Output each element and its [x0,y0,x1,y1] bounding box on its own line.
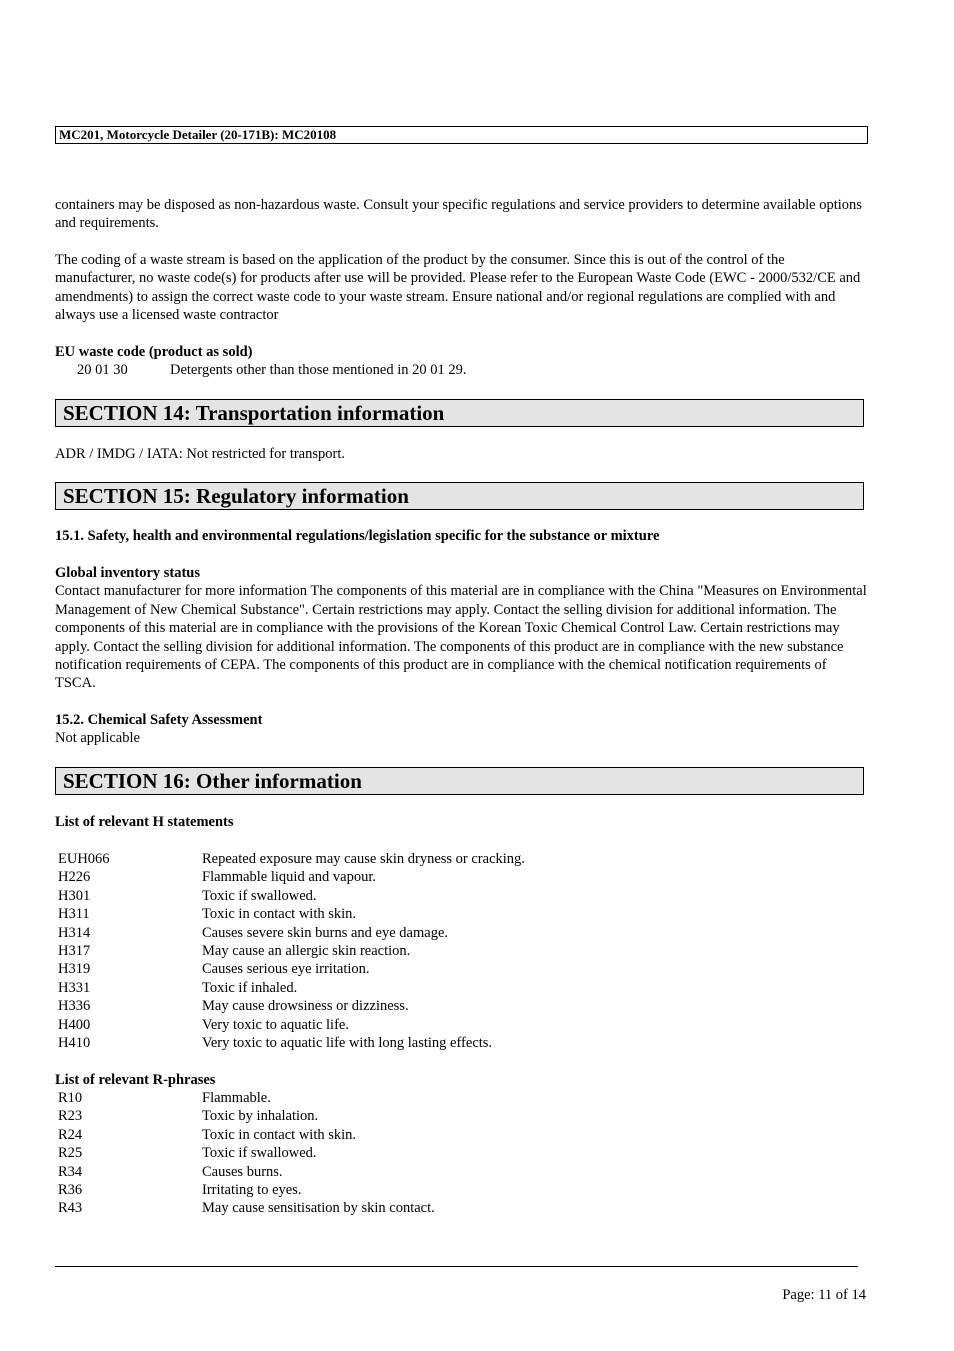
phrase-code: R25 [58,1145,83,1162]
statement-text: Flammable liquid and vapour. [202,869,376,886]
h-statements-heading: List of relevant H statements [55,814,234,830]
disposal-text-2: The coding of a waste stream is based on the application of the product by the consumer. Since this is out of the control of the manufacturer, no waste code(s) for products after use will be provided. Please refer to the European Waste Code (EWC - 2000/532/CE and amendments) to assign the correct waste code to your waste stream. Ensure national and/or regional regulations are complied with and always use a licensed waste contractor [55,252,861,324]
eu-waste-heading: EU waste code (product as sold) [55,344,253,360]
statement-text: Very toxic to aquatic life. [202,1016,349,1033]
section-16-title: SECTION 16: Other information [55,767,864,795]
phrase-text: Toxic in contact with skin. [202,1126,357,1143]
section-15-1-heading: 15.1. Safety, health and environmental regulations/legislation specific for the substance or mixture [55,528,660,544]
statement-code: H301 [58,887,91,904]
statement-text: Toxic if swallowed. [202,887,317,904]
list-item [55,887,867,905]
footer-divider [55,1266,858,1267]
list-item [55,1144,867,1162]
list-item [55,960,867,978]
phrase-code: R36 [58,1182,83,1199]
list-item [55,905,867,923]
eu-waste-description: Detergents other than those mentioned in 20 01 29. [170,362,467,379]
phrase-text: Irritating to eyes. [202,1182,302,1199]
section-15-title: SECTION 15: Regulatory information [55,482,864,510]
list-item [55,868,867,886]
disposal-paragraph-1 [55,196,867,233]
list-item [55,1181,867,1199]
phrase-text: Toxic by inhalation. [202,1108,319,1125]
eu-waste-row [55,361,867,379]
global-inventory [55,564,867,693]
phrase-code: R24 [58,1126,83,1143]
inventory-heading: Global inventory status [55,565,201,581]
list-item [55,1126,867,1144]
list-item [55,1107,867,1125]
statement-text: Repeated exposure may cause skin dryness or cracking. [202,851,525,867]
list-item [55,924,867,942]
phrase-text: Causes burns. [202,1163,283,1180]
section-14-title: SECTION 14: Transportation information [55,399,864,427]
statement-text: Causes severe skin burns and eye damage. [202,924,449,941]
section-15-2-text: Not applicable [55,730,140,747]
statement-text: Toxic in contact with skin. [202,906,357,923]
r-phrases-list [55,1089,867,1218]
list-item [55,997,867,1015]
list-item [55,979,867,997]
chemical-safety-assessment [55,711,867,748]
phrase-text: Toxic if swallowed. [202,1145,317,1162]
h-statements-list [55,850,867,1052]
phrase-code: R43 [58,1200,83,1217]
statement-code: H336 [58,998,91,1015]
statement-code: H331 [58,979,91,996]
phrase-code: R34 [58,1163,83,1180]
section-14-text: ADR / IMDG / IATA: Not restricted for transport. [55,446,345,462]
page-number: Page: 11 of 14 [782,1287,866,1303]
statement-text: Very toxic to aquatic life with long lasting effects. [202,1035,493,1052]
list-item [55,1163,867,1181]
statement-code: H410 [58,1035,91,1052]
statement-text: Toxic if inhaled. [202,979,298,996]
phrase-code: R23 [58,1108,83,1125]
eu-waste-code [55,343,867,380]
statement-text: May cause drowsiness or dizziness. [202,998,409,1015]
section-15-2-heading: 15.2. Chemical Safety Assessment [55,712,263,728]
phrase-code: R10 [58,1090,83,1106]
list-item [55,1089,867,1107]
statement-code: H400 [58,1016,91,1033]
list-item [55,1016,867,1034]
phrase-text: Flammable. [202,1090,271,1106]
list-item [55,850,867,868]
statement-code: H317 [58,943,91,960]
disposal-text-1: containers may be disposed as non-hazardous waste. Consult your specific regulations and service providers to determine available options and requirements. [55,197,862,232]
document-header: MC201, Motorcycle Detailer (20-171B): MC20108 [55,126,868,144]
statement-code: H319 [58,961,91,978]
statement-code: EUH066 [58,851,110,867]
disposal-paragraph-2 [55,251,867,325]
statement-text: May cause an allergic skin reaction. [202,943,411,960]
eu-waste-code-value: 20 01 30 [77,362,128,379]
statement-code: H314 [58,924,91,941]
statement-text: Causes serious eye irritation. [202,961,370,978]
statement-code: H311 [58,906,90,923]
list-item [55,942,867,960]
list-item [55,1034,867,1052]
list-item [55,1199,867,1217]
r-phrases-heading: List of relevant R-phrases [55,1072,216,1088]
inventory-text: Contact manufacturer for more information The components of this material are in compliance with the China "Measures on Environmental Management of New Chemical Substance". Certain restrictions may apply. Contact the selling division for additional information. The components of this material are in compliance with the provisions of the Korean Toxic Chemical Control Law. Certain restrictions may apply. Contact the selling division for additional information. The components of this product are in compliance with the new substance notification requirements of CEPA. The components of this product are in compliance with the chemical notification requirements of TSCA. [55,583,867,692]
statement-code: H226 [58,869,91,886]
phrase-text: May cause sensitisation by skin contact. [202,1200,435,1217]
